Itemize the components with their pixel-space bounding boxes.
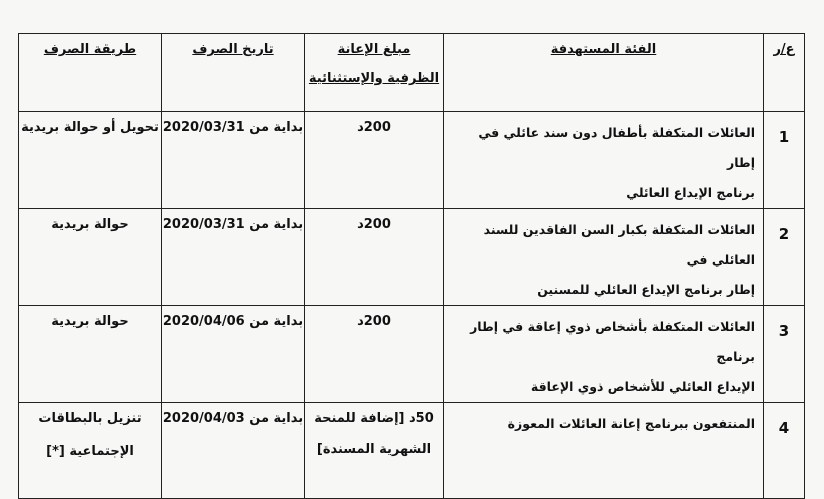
payment-method: تحويل أو حوالة بريدية [19, 112, 162, 209]
payment-date: بداية من 2020/03/31 [162, 112, 305, 209]
header-target: الفئة المستهدفة [444, 34, 764, 112]
table-row [19, 306, 805, 403]
row-number: 1 [764, 112, 805, 209]
target-group: العائلات المتكفلة بكبار السن الفاقدين للسند العائلي في إطار برنامج الإيداع العائلي للمسنين [444, 209, 764, 306]
header-method: طريقة الصرف [19, 34, 162, 112]
target-group: العائلات المتكفلة بأشخاص ذوي إعاقة في إطار برنامج الإيداع العائلي للأشخاص ذوي الإعاقة [444, 306, 764, 403]
header-amount: مبلغ الإعانة الظرفية والإستثنائية [305, 34, 444, 112]
payment-date: بداية من 2020/04/03 [162, 403, 305, 499]
payment-date: بداية من 2020/03/31 [162, 209, 305, 306]
header-row [19, 34, 805, 112]
target-group: العائلات المتكفلة بأطفال دون سند عائلي في إطار برنامج الإيداع العائلي [444, 112, 764, 209]
row-number: 4 [764, 403, 805, 499]
aid-amount: 50د [إضافة للمنحة الشهرية المسندة] [305, 403, 444, 499]
header-date: تاريخ الصرف [162, 34, 305, 112]
table-row [19, 403, 805, 499]
aid-amount: 200د [305, 209, 444, 306]
table-row [19, 112, 805, 209]
aid-amount: 200د [305, 306, 444, 403]
aid-table [18, 33, 805, 499]
payment-method: حوالة بريدية [19, 209, 162, 306]
table-row [19, 209, 805, 306]
row-number: 3 [764, 306, 805, 403]
aid-amount: 200د [305, 112, 444, 209]
row-number: 2 [764, 209, 805, 306]
payment-method: حوالة بريدية [19, 306, 162, 403]
target-group: المنتفعون ببرنامج إعانة العائلات المعوزة [444, 403, 764, 499]
header-num: ع/ر [764, 34, 805, 112]
payment-method: تنزيل بالبطاقات الإجتماعية [*] [19, 403, 162, 499]
payment-date: بداية من 2020/04/06 [162, 306, 305, 403]
